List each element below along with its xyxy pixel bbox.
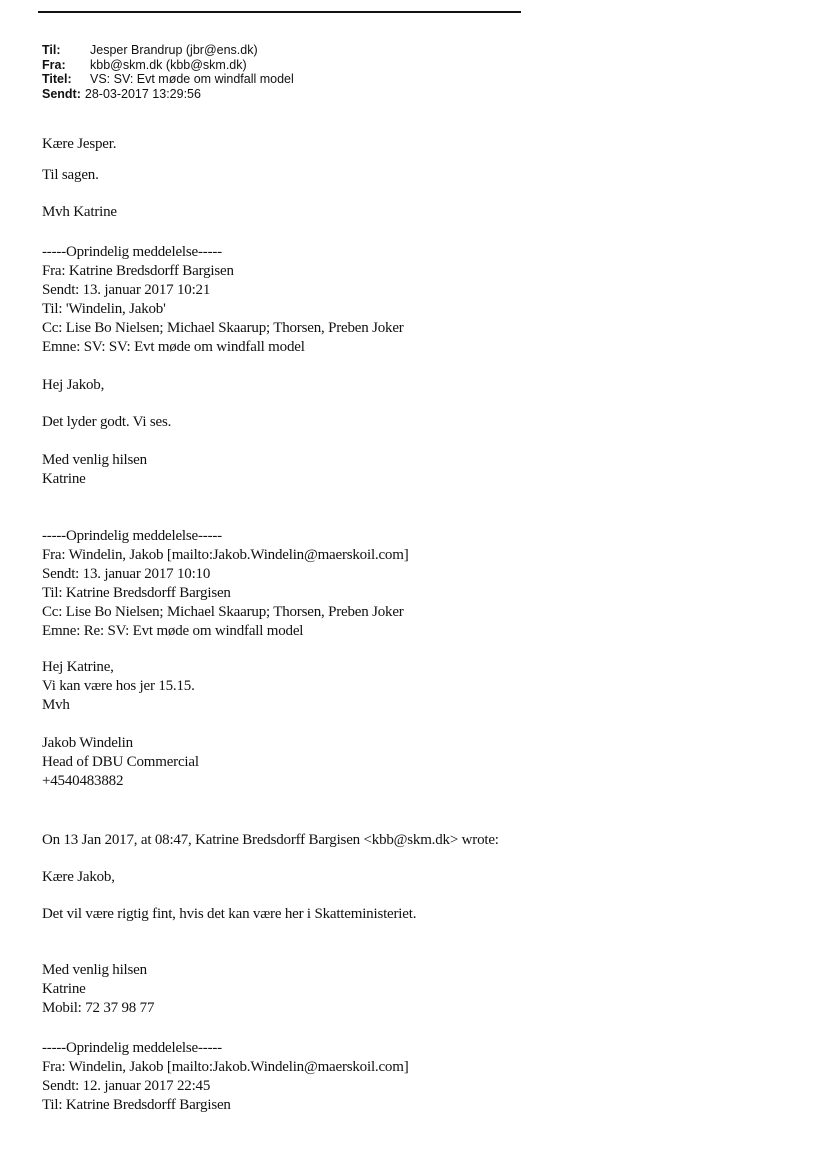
text-line: Hej Katrine, bbox=[42, 659, 114, 675]
text-line: Kære Jesper. bbox=[42, 136, 117, 152]
text-line: Det vil være rigtig fint, hvis det kan være her i Skatteministeriet. bbox=[42, 906, 417, 922]
text-line: Sendt: 13. januar 2017 10:21 bbox=[42, 282, 211, 298]
header-title-row bbox=[42, 72, 294, 87]
text-line: -----Oprindelig meddelelse----- bbox=[42, 244, 222, 260]
text-line: Med venlig hilsen bbox=[42, 452, 147, 468]
text-line: Fra: Katrine Bredsdorff Bargisen bbox=[42, 263, 234, 279]
text-line: Til: Katrine Bredsdorff Bargisen bbox=[42, 585, 231, 601]
text-line: Det lyder godt. Vi ses. bbox=[42, 414, 172, 430]
reply-greeting-block bbox=[42, 376, 104, 395]
text-line: -----Oprindelig meddelelse----- bbox=[42, 528, 222, 544]
quoted-signature-block bbox=[42, 961, 154, 1018]
text-line: Cc: Lise Bo Nielsen; Michael Skaarup; Thorsen, Preben Joker bbox=[42, 604, 404, 620]
text-line: Fra: Windelin, Jakob [mailto:Jakob.Windelin@maerskoil.com] bbox=[42, 1059, 409, 1075]
title-value: VS: SV: Evt møde om windfall model bbox=[90, 72, 294, 86]
forwarded-header-3 bbox=[42, 1039, 409, 1115]
text-line: Katrine bbox=[42, 471, 86, 487]
reply-signature-block bbox=[42, 451, 147, 489]
sent-label: Sendt: bbox=[42, 86, 81, 101]
to-label: Til: bbox=[42, 43, 61, 57]
text-line: -----Oprindelig meddelelse----- bbox=[42, 1040, 222, 1056]
header-to-row bbox=[42, 43, 294, 58]
text-line: Mobil: 72 37 98 77 bbox=[42, 1000, 155, 1016]
header-sent-row bbox=[42, 87, 294, 102]
text-line: Sendt: 13. januar 2017 10:10 bbox=[42, 566, 211, 582]
text-line: Mvh bbox=[42, 697, 70, 713]
email-header bbox=[42, 43, 294, 101]
quoted-body-block bbox=[42, 905, 416, 924]
text-line: Mvh Katrine bbox=[42, 204, 117, 220]
signature-block bbox=[42, 734, 199, 791]
message-block bbox=[42, 658, 195, 715]
text-line: Head of DBU Commercial bbox=[42, 754, 199, 770]
text-line: Til: 'Windelin, Jakob' bbox=[42, 301, 166, 317]
greeting-block bbox=[42, 135, 116, 154]
text-line: Med venlig hilsen bbox=[42, 962, 147, 978]
forwarded-header-1 bbox=[42, 243, 404, 357]
title-label: Titel: bbox=[42, 72, 72, 86]
quote-intro-block bbox=[42, 831, 499, 850]
text-line: Katrine bbox=[42, 981, 86, 997]
text-line: Jakob Windelin bbox=[42, 735, 133, 751]
text-line: On 13 Jan 2017, at 08:47, Katrine Bredsdorff Bargisen <kbb@skm.dk> wrote: bbox=[42, 832, 499, 848]
quoted-greeting-block bbox=[42, 868, 115, 887]
sent-value: 28-03-2017 13:29:56 bbox=[84, 86, 201, 101]
top-rule bbox=[38, 11, 521, 13]
text-line: Emne: SV: SV: Evt møde om windfall model bbox=[42, 339, 305, 355]
text-line: Til sagen. bbox=[42, 167, 99, 183]
text-line: Cc: Lise Bo Nielsen; Michael Skaarup; Thorsen, Preben Joker bbox=[42, 320, 404, 336]
text-line: Sendt: 12. januar 2017 22:45 bbox=[42, 1078, 211, 1094]
text-line: Til: Katrine Bredsdorff Bargisen bbox=[42, 1097, 231, 1113]
header-from-row bbox=[42, 58, 294, 73]
text-line: Kære Jakob, bbox=[42, 869, 115, 885]
text-line: Hej Jakob, bbox=[42, 377, 105, 393]
forwarded-header-2 bbox=[42, 527, 409, 641]
text-line: Vi kan være hos jer 15.15. bbox=[42, 678, 195, 694]
text-line: +4540483882 bbox=[42, 773, 124, 789]
to-value: Jesper Brandrup (jbr@ens.dk) bbox=[90, 43, 258, 57]
from-value: kbb@skm.dk (kbb@skm.dk) bbox=[90, 57, 247, 72]
signoff-block bbox=[42, 203, 117, 222]
text-line: Fra: Windelin, Jakob [mailto:Jakob.Windelin@maerskoil.com] bbox=[42, 547, 409, 563]
from-label: Fra: bbox=[42, 57, 66, 72]
text-line: Emne: Re: SV: Evt møde om windfall model bbox=[42, 623, 304, 639]
note-block bbox=[42, 166, 99, 185]
reply-body-block bbox=[42, 413, 171, 432]
